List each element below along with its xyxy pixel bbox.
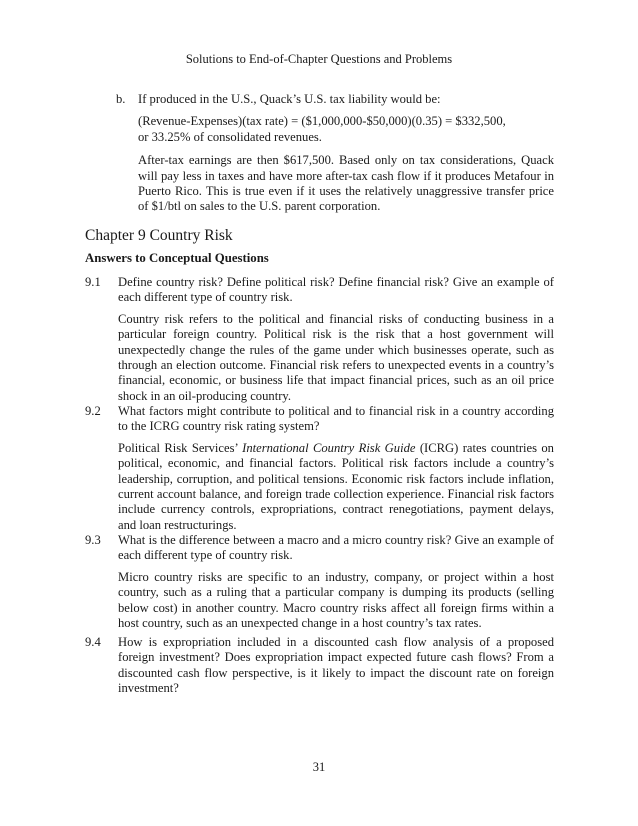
- answer-text: Country risk refers to the political and financial risks of conducting business in a particular foreign country. Political risk is the risk that a host government will unexpectedly change the rules of the game under which businesses operate, such as through an election outcome. Financial risk refers to unexpected events in a country’s financial, economic, or business life that impact financial prices, such as an oil price shock in an oil-producing country.: [118, 311, 554, 403]
- running-header: Solutions to End-of-Chapter Questions and Problems: [185, 52, 453, 66]
- answer-text: Micro country risks are specific to an industry, company, or project within a host country, such as a ruling that a particular company is dumping its products (selling below cost) in another country. Macro country risks affect all foreign firms within a host country, such as an unexpected change in a host country’s tax rates.: [118, 569, 554, 631]
- question-text: What factors might contribute to political and to financial risk in a country according to the ICRG country risk rating system?: [118, 404, 554, 434]
- part-b-calculation: [138, 114, 554, 145]
- question-number: 9.2: [85, 404, 101, 418]
- answer-italic-title: International Country Risk Guide: [242, 440, 416, 455]
- part-b-paragraph: After-tax earnings are then $617,500. Based only on tax considerations, Quack will pay less in taxes and have more after-tax cash flow if it produces Metafour in Puerto Rico. This is true even if it uses the relatively unaggressive transfer price of $1/btl on sales to the U.S. parent corporation.: [138, 153, 554, 214]
- question-number: 9.3: [85, 533, 101, 547]
- part-b-question: If produced in the U.S., Quack’s U.S. tax liability would be:: [138, 92, 441, 106]
- question-number: 9.4: [85, 635, 101, 649]
- question-block-9-3: [85, 533, 554, 631]
- question-number: 9.1: [85, 275, 101, 289]
- answer-rest: (ICRG) rates countries on political, economic, and financial factors. Political risk factors include a country’s leadership, corruption, and political tensions. Economic risk factors include inflation, current account balance, and foreign trade collection experience. Financial risk factors include currency controls, expropriations, contract renegotiations, payment delays, and loan restructurings.: [118, 440, 554, 532]
- section-title: Answers to Conceptual Questions: [85, 251, 269, 265]
- chapter-title: Chapter 9 Country Risk: [85, 227, 233, 244]
- part-b-label: b.: [116, 92, 126, 106]
- question-text: How is expropriation included in a discounted cash flow analysis of a proposed foreign investment? Does expropriation impact expected future cash flows? From a discounted cash flow perspective, is it likely to impact the discount rate on foreign investment?: [118, 635, 554, 696]
- question-text: What is the difference between a macro and a micro country risk? Give an example of each different type of country risk.: [118, 533, 554, 563]
- part-b-calc-line2: or 33.25% of consolidated revenues.: [138, 129, 322, 144]
- question-block-9-4: [85, 635, 554, 703]
- answer-prefix: Political Risk Services’: [118, 440, 243, 455]
- question-text: Define country risk? Define political risk? Define financial risk? Give an example of each different type of country risk.: [118, 275, 554, 305]
- question-block-9-1: [85, 275, 554, 404]
- part-b-calc-line1: (Revenue-Expenses)(tax rate) = ($1,000,000-$50,000)(0.35) = $332,500,: [138, 114, 506, 129]
- question-block-9-2: [85, 404, 554, 533]
- answer-text: [118, 441, 554, 533]
- page-number: 31: [312, 760, 326, 774]
- part-b-block: [116, 92, 554, 223]
